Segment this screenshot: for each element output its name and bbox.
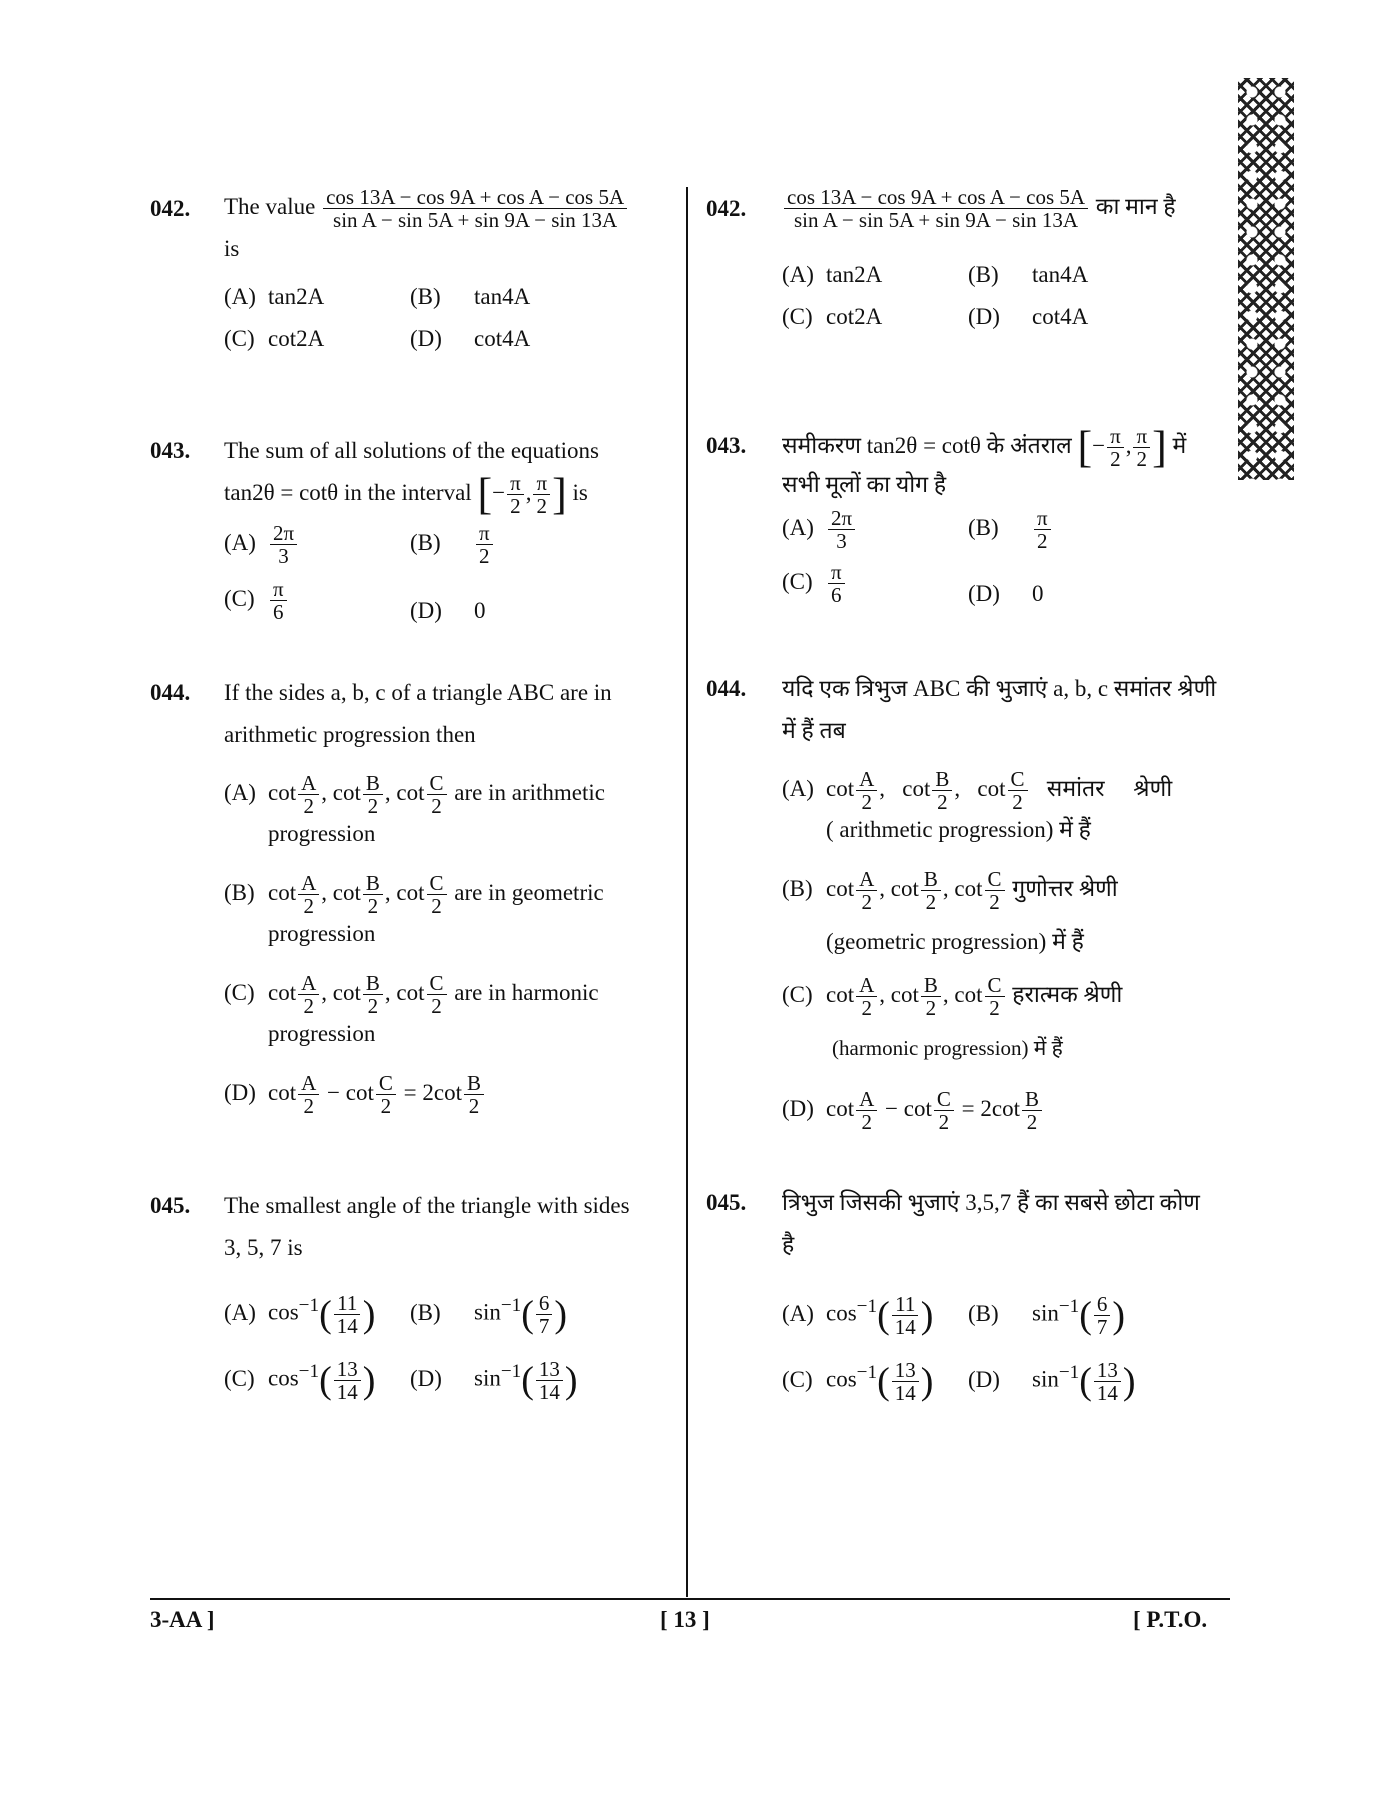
option-d[interactable]: (D) $\sin^{-1}$( $\frac{13}{14}$ ) [410, 1356, 578, 1404]
option-a[interactable]: (A) $\frac{2\pi}{3}$ [782, 507, 857, 552]
option-a[interactable]: (A) $\cos^{-1}$( $\frac{11}{14}$ ) [224, 1290, 376, 1338]
decorative-border-pattern [1238, 78, 1294, 480]
option-d[interactable]: (D) cot $\frac{A}{2}$ − cot $\frac{C}{2}$ = 2cot $\frac{B}{2}$ [224, 1072, 486, 1117]
option-d[interactable]: (D) cot $\frac{A}{2}$ − cot $\frac{C}{2}$ = 2cot $\frac{B}{2}$ [782, 1088, 1044, 1133]
option-b[interactable]: (B) cot $\frac{A}{2}$ , cot $\frac{B}{2}$ , cot $\frac{C}{2}$ are in geometric progression [224, 871, 604, 947]
question-stem: If the sides a, b, c of a triangle ABC are in arithmetic progression then [224, 680, 612, 747]
footer-code: 3-AA ] [150, 1607, 215, 1632]
option-b[interactable]: (B) cot $\frac{A}{2}$ , cot $\frac{B}{2}$ , cot $\frac{C}{2}$ गुणोत्तर श्रेणी (geometric progression) में हैं [782, 867, 1118, 955]
question-number: 045. [150, 1193, 191, 1218]
option-c[interactable]: (C) cot $\frac{A}{2}$ , cot $\frac{B}{2}$ , cot $\frac{C}{2}$ are in harmonic progression [224, 971, 599, 1047]
option-b[interactable]: (B) tan4A [410, 284, 531, 309]
question-stem: The sum of all solutions of the equations tan2θ = cotθ in the interval [− $\frac{\pi}{2}$ , $\frac{\pi}{2}$ ] is [224, 438, 599, 519]
question-stem: $\frac{\text{cos 13A − cos 9A + cos A − cos 5A}}{\text{sin A − sin 5A + sin 9A − sin 13A}}$ का मान है [782, 186, 1176, 231]
option-b[interactable]: (B) $\sin^{-1}$( $\frac{6}{7}$ ) [410, 1290, 568, 1338]
option-d[interactable]: (D) cot4A [410, 326, 531, 351]
option-b[interactable]: (B) tan4A [968, 262, 1089, 287]
page-number: [ 13 ] [660, 1607, 710, 1632]
question-stem: त्रिभुज जिसकी भुजाएं 3,5,7 हैं का सबसे छोटा कोण है [782, 1190, 1200, 1257]
question-044-en [150, 672, 670, 1122]
option-a[interactable]: (A) cot $\frac{A}{2}$ , cot $\frac{B}{2}$ , cot $\frac{C}{2}$ समांतर श्रेणी ( arithmetic progression) में हैं [782, 767, 1173, 843]
question-042-en [150, 185, 670, 351]
option-a[interactable]: (A) tan2A [224, 284, 325, 309]
option-c[interactable]: (C) $\frac{\pi}{6}$ [782, 561, 847, 606]
option-a[interactable]: (A) tan2A [782, 262, 883, 287]
question-stem: समीकरण tan2θ = cotθ के अंतराल [− $\frac{\pi}{2}$ , $\frac{\pi}{2}$ ] में सभी मूलों का योग है [782, 422, 1187, 498]
expression-fraction: $\frac{\text{cos 13A − cos 9A + cos A − cos 5A}}{\text{sin A − sin 5A + sin 9A − sin 13A}}$ [323, 186, 627, 231]
question-number: 044. [150, 680, 191, 705]
question-number: 044. [706, 676, 747, 701]
column-divider [686, 187, 688, 1597]
option-a[interactable]: (A) cot $\frac{A}{2}$ , cot $\frac{B}{2}$ , cot $\frac{C}{2}$ are in arithmetic progression [224, 771, 605, 847]
option-b[interactable]: (B) $\frac{\pi}{2}$ [968, 507, 1053, 552]
footer-rule [150, 1598, 1230, 1600]
question-045-en [150, 1185, 670, 1435]
option-a[interactable]: (A) $\cos^{-1}$( $\frac{11}{14}$ ) [782, 1291, 934, 1339]
option-c[interactable]: (C) cot2A [782, 304, 883, 329]
footer-pto: [ P.T.O. [1133, 1607, 1208, 1632]
question-043-en [150, 430, 670, 630]
option-c[interactable]: (C) $\frac{\pi}{6}$ [224, 578, 289, 623]
option-b[interactable]: (B) $\sin^{-1}$( $\frac{6}{7}$ ) [968, 1291, 1126, 1339]
question-stem: The smallest angle of the triangle with sides 3, 5, 7 is [224, 1193, 630, 1260]
option-c[interactable]: (C) $\cos^{-1}$( $\frac{13}{14}$ ) [224, 1356, 376, 1404]
question-number: 042. [150, 196, 191, 221]
option-c[interactable]: (C) cot2A [224, 326, 325, 351]
question-042-hi [706, 185, 1226, 338]
question-number: 045. [706, 1190, 747, 1215]
option-d[interactable]: (D) 0 [410, 598, 486, 623]
option-c[interactable]: (C) $\cos^{-1}$( $\frac{13}{14}$ ) [782, 1357, 934, 1405]
option-d[interactable]: (D) 0 [968, 581, 1044, 606]
option-a[interactable]: (A) $\frac{2\pi}{3}$ [224, 522, 299, 567]
question-045-hi [706, 1182, 1226, 1432]
question-stem: The value $\frac{\text{cos 13A − cos 9A + cos A − cos 5A}}{\text{sin A − sin 5A + sin 9A − sin 13A}}$ is [224, 186, 629, 263]
question-043-hi [706, 422, 1226, 625]
question-044-hi [706, 668, 1226, 1148]
option-c[interactable]: (C) cot $\frac{A}{2}$ , cot $\frac{B}{2}$ , cot $\frac{C}{2}$ हरात्मक श्रेणी (harmonic progression) में हैं [782, 973, 1123, 1061]
question-number: 042. [706, 196, 747, 221]
option-d[interactable]: (D) cot4A [968, 304, 1089, 329]
option-d[interactable]: (D) $\sin^{-1}$( $\frac{13}{14}$ ) [968, 1357, 1136, 1405]
question-number: 043. [150, 438, 191, 463]
option-b[interactable]: (B) $\frac{\pi}{2}$ [410, 522, 495, 567]
question-stem: यदि एक त्रिभुज ABC की भुजाएं a, b, c समांतर श्रेणी में हैं तब [782, 676, 1217, 743]
question-number: 043. [706, 433, 747, 458]
